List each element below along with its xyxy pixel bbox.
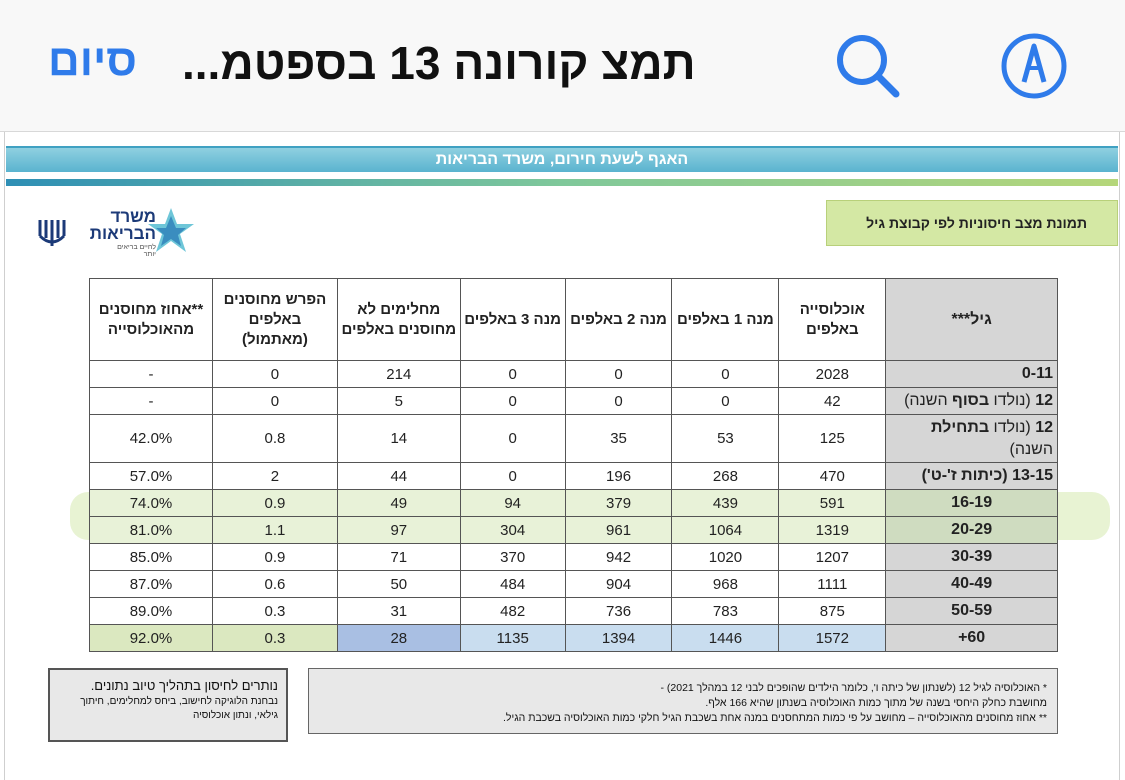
cell-diff: 0.9 [212,490,337,517]
ministry-banner: האגף לשעת חירום, משרד הבריאות [6,146,1118,172]
cell-dose3: 0 [460,388,565,415]
cell-recovered: 49 [337,490,460,517]
cell-population: 1572 [779,625,886,652]
cell-recovered: 14 [337,415,460,463]
cell-population: 1319 [779,517,886,544]
cell-diff: 2 [212,463,337,490]
cell-population: 470 [779,463,886,490]
cell-population: 125 [779,415,886,463]
cell-age [886,463,1058,490]
cell-dose2: 736 [565,598,672,625]
cell-population: 1111 [779,571,886,598]
header-age: גיל*** [886,279,1058,361]
cell-dose3: 304 [460,517,565,544]
cell-pct: 89.0% [90,598,213,625]
cell-age: 0-11 [886,361,1058,388]
age-value: 12 [1035,392,1053,409]
table-row [90,544,1058,571]
cell-dose2: 379 [565,490,672,517]
table-row [90,415,1058,463]
cell-diff: 1.1 [212,517,337,544]
cell-population: 42 [779,388,886,415]
search-icon[interactable] [832,30,904,102]
header-diff: הפרש מחוסנים באלפים (מאתמול) [212,279,337,361]
ministry-logo [34,206,204,262]
cell-pct: 85.0% [90,544,213,571]
cell-age: 60+ [886,625,1058,652]
cell-age: 50-59 [886,598,1058,625]
cell-dose1: 1020 [672,544,779,571]
header-population: אוכלוסייה באלפים [779,279,886,361]
cell-dose2: 0 [565,361,672,388]
cell-age: 30-39 [886,544,1058,571]
cell-dose2: 0 [565,388,672,415]
cell-dose1: 1064 [672,517,779,544]
navigation-bar [0,0,1125,132]
cell-dose2: 961 [565,517,672,544]
vaccination-table [89,278,1058,652]
cell-diff: 0 [212,361,337,388]
table-row [90,625,1058,652]
page-edge [4,132,5,780]
header-recovered: מחלימים לא מחוסנים באלפים [337,279,460,361]
table-row [90,598,1058,625]
cell-dose1: 0 [672,361,779,388]
header-dose3: מנה 3 באלפים [460,279,565,361]
header-dose2: מנה 2 באלפים [565,279,672,361]
cell-recovered: 31 [337,598,460,625]
cell-age: 16-19 [886,490,1058,517]
cell-population: 1207 [779,544,886,571]
cell-pct: 57.0% [90,463,213,490]
cell-recovered: 50 [337,571,460,598]
section-label: תמונת מצב חיסוניות לפי קבוצת גיל [826,200,1118,246]
cell-dose2: 942 [565,544,672,571]
table-row [90,463,1058,490]
cell-age: 20-29 [886,517,1058,544]
cell-dose3: 0 [460,463,565,490]
footnote-line: * האוכלוסיה לגיל 12 (לשנתון של כיתה ו', כלומר הילדים שהופכים לבני 12 במהלך 2021) - [660,682,1047,694]
cell-diff: 0.3 [212,598,337,625]
cell-dose1: 0 [672,388,779,415]
cell-recovered: 5 [337,388,460,415]
header-pct: **אחוז מחוסנים מהאוכלוסייה [90,279,213,361]
logo-name: משרד הבריאות [89,207,156,243]
cell-dose1: 783 [672,598,779,625]
cell-dose1: 268 [672,463,779,490]
cell-dose2: 904 [565,571,672,598]
markup-pen-icon[interactable] [998,30,1070,102]
cell-dose1: 53 [672,415,779,463]
cell-population: 875 [779,598,886,625]
age-note-bold: (כיתות ז'-ט') [921,467,1008,484]
cell-age [886,415,1058,463]
cell-recovered: 28 [337,625,460,652]
footnotes-box [308,668,1058,734]
cell-population: 2028 [779,361,886,388]
cell-diff: 0 [212,388,337,415]
document-title: תמצ קורונה 13 בספטמ... [182,37,696,89]
cell-recovered: 214 [337,361,460,388]
cell-diff: 0.8 [212,415,337,463]
note-sub: נבחנת הלוגיקה לחישוב, ביחס למחלימים, חיתוך גילאי, ונתון אוכלוסיה [80,696,278,721]
cell-diff: 0.6 [212,571,337,598]
age-note: (נולדו [989,418,1031,436]
cell-dose3: 484 [460,571,565,598]
table-row [90,571,1058,598]
cell-pct: 81.0% [90,517,213,544]
cell-pct: 92.0% [90,625,213,652]
cell-pct: 87.0% [90,571,213,598]
age-note-bold: בתחילת [931,418,990,436]
cell-dose1: 968 [672,571,779,598]
cell-dose3: 94 [460,490,565,517]
cell-age: 40-49 [886,571,1058,598]
table-row-highlighted [90,490,1058,517]
table-row [90,361,1058,388]
age-value: 12 [1035,418,1053,436]
cell-dose1: 439 [672,490,779,517]
cell-dose1: 1446 [672,625,779,652]
cell-pct: - [90,388,213,415]
age-note-end: השנה) [904,392,953,409]
footnote-line: מחושבת כחלק היחסי בשנה של מתוך כמות האוכלוסיה בשנתון שהיא 166 אלף. [705,697,1047,709]
table-header-row [90,279,1058,361]
cell-diff: 0.3 [212,625,337,652]
data-note-box [48,668,288,742]
table-row [90,388,1058,415]
age-note-end: השנה) [1009,440,1053,458]
footnote-line: ** אחוז מחוסנים מהאוכלוסייה – מחושב על פי כמות המתחסנים במנה אחת בשכבת הגיל חלקי כמות האוכלוסיה בשכבת הגיל. [502,712,1047,724]
page-edge [1119,132,1120,780]
cell-dose3: 0 [460,415,565,463]
age-value: 13-15 [1012,467,1053,484]
cell-dose3: 370 [460,544,565,571]
cell-dose3: 1135 [460,625,565,652]
cell-population: 591 [779,490,886,517]
cell-recovered: 97 [337,517,460,544]
table-row-highlighted [90,517,1058,544]
cell-dose2: 35 [565,415,672,463]
cell-dose2: 196 [565,463,672,490]
age-note-bold: בסוף [952,392,990,409]
cell-dose2: 1394 [565,625,672,652]
done-button[interactable]: סיום [48,36,137,85]
star-logo-icon [146,206,196,256]
cell-pct: - [90,361,213,388]
logo-tagline: לחיים בריאים יותר [117,244,156,258]
document-page [0,132,1125,780]
note-main: נותרים לחיסון בתהליך טיוב נתונים. [90,678,278,693]
divider-stripe [6,179,1118,186]
cell-pct: 74.0% [90,490,213,517]
cell-pct: 42.0% [90,415,213,463]
menorah-emblem-icon [34,214,70,250]
cell-recovered: 71 [337,544,460,571]
cell-recovered: 44 [337,463,460,490]
age-note: (נולדו [989,392,1031,409]
cell-diff: 0.9 [212,544,337,571]
cell-dose3: 482 [460,598,565,625]
cell-age [886,388,1058,415]
cell-dose3: 0 [460,361,565,388]
header-dose1: מנה 1 באלפים [672,279,779,361]
